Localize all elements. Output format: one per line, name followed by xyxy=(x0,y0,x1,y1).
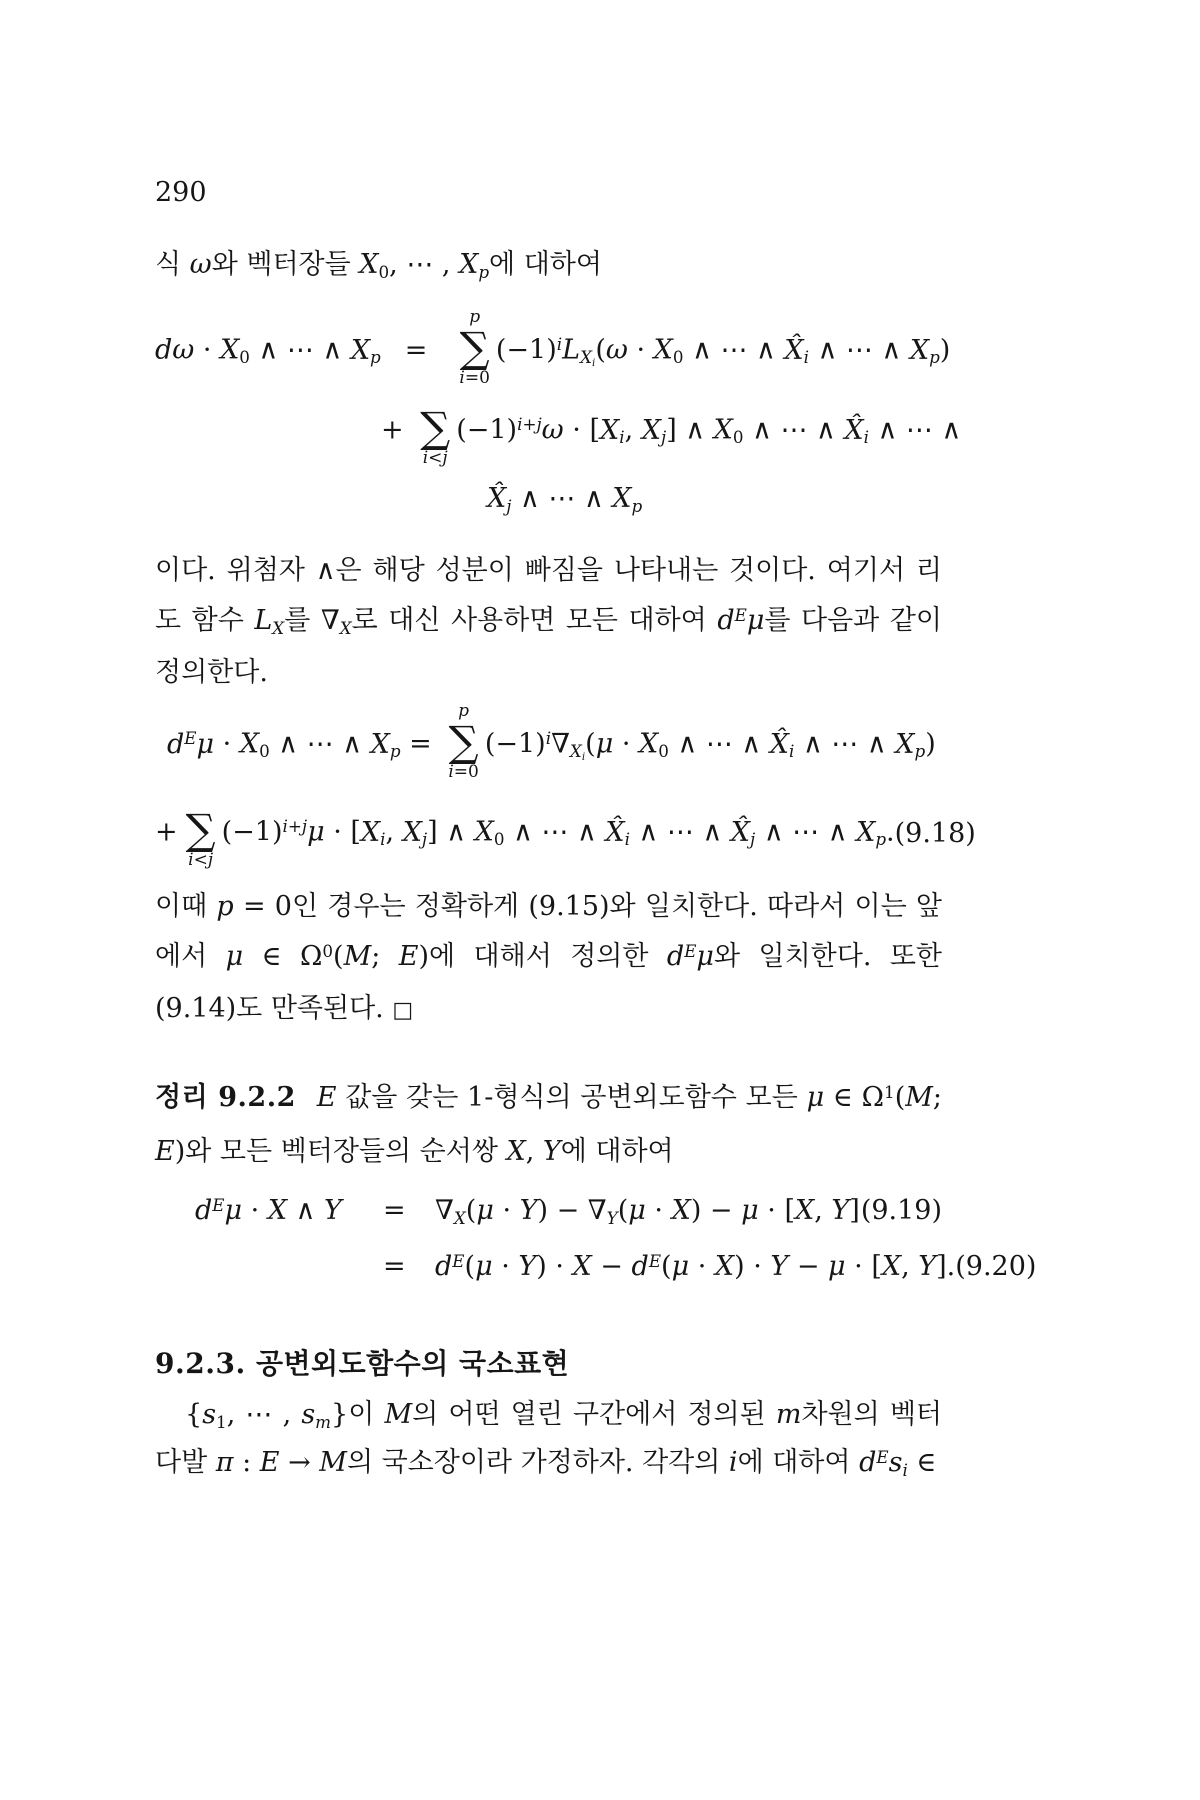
page-number: 290 xyxy=(155,177,207,208)
equation-line-3: $X̂_j$ ∧ ⋯ ∧ $X_p$ xyxy=(487,483,643,516)
section-heading-9-2-3: 9.2.3. 공변외도함수의 국소표현 xyxy=(155,1347,570,1380)
paragraph-local-frame: {$s_1$, ⋯ , $s_m$}이 M의 어떤 열린 구간에서 정의된 m차원의 벡터다발 π : E → M의 국소장이라 가정하자. 각각의 i에 대하여 $d^Es_i$ ∈ xyxy=(155,1399,942,1480)
equations-9-19-9-20 xyxy=(155,1184,1037,1296)
equation-exterior-derivative xyxy=(155,307,962,522)
equals-sign: = xyxy=(383,1251,406,1282)
paragraph-p-zero-case: 이때 p = 0인 경우는 정확하게 (9.15)와 일치한다. 따라서 이는 앞에서 μ ∈ $\Omega^0(M$; E)에 대해서 정의한 $d^E\mu$와 일치한다. 또한 (9.14)도 만족된다. □ xyxy=(155,891,942,1024)
equation-line: + ∑ i<j $(-1)^{i+j}\mu \cdot [X_i$, $X_j$] ∧ $X_0$ ∧ ⋯ ∧ $X̂_i$ ∧ ⋯ ∧ $X̂_j$ ∧ ⋯ ∧ $X_p$. xyxy=(155,805,895,870)
equation-row-9-20 xyxy=(155,1240,1037,1296)
intro-paragraph: 식 ω와 벡터장들 $X_0$, ⋯ , $X_p$에 대하여 xyxy=(155,249,602,282)
equation-9-18-part1 xyxy=(155,701,942,784)
equation-rhs: $d^E(\mu \cdot Y) \cdot X - d^E(\mu \cdot X) \cdot Y - \mu \cdot [X$, Y]. xyxy=(435,1250,956,1282)
theorem-9-2-2 xyxy=(155,1072,942,1178)
equation-number-9-18: (9.18) xyxy=(894,817,976,849)
theorem-label: 정리 9.2.2 xyxy=(155,1082,296,1113)
equation-row-9-19 xyxy=(155,1184,942,1240)
equation-number-9-19: (9.19) xyxy=(860,1195,942,1226)
equation-rhs: $\nabla_X(\mu \cdot Y) - \nabla_Y(\mu \cdot X) - \mu \cdot [X$, Y] xyxy=(435,1195,860,1228)
equation-number-9-20: (9.20) xyxy=(955,1251,1037,1282)
equation-lhs: $d^E\mu \cdot X$ ∧ Y xyxy=(195,1194,342,1226)
equation-9-18-part2 xyxy=(155,794,976,872)
equals-sign: = xyxy=(383,1195,406,1226)
paragraph-hat-explanation: 이다. 위첨자 ∧은 해당 성분이 빠짐을 나타내는 것이다. 여기서 리도 함수 $L_X$를 $\nabla_X$로 대신 사용하면 모든 대하여 $d^E\mu$를 다음과 같이 정의한다. xyxy=(155,555,942,688)
equation-line-1: $d\omega \cdot X_0$ ∧ ⋯ ∧ $X_p$ = p ∑ i=0 $(-1)^iL_{X_i}(\omega \cdot X_0$ ∧ ⋯ ∧ $X̂_i$ ∧ ⋯ ∧ $X_p$) xyxy=(155,307,951,388)
theorem-statement: E 값을 갖는 1-형식의 공변외도함수 모든 μ ∈ $\Omega^1(M$; E)와 모든 벡터장들의 순서쌍 X, Y에 대하여 xyxy=(155,1081,942,1167)
equation-line: $d^E\mu \cdot X_0$ ∧ ⋯ ∧ $X_p$ = p ∑ i=0 $(-1)^i\nabla_{X_i}(\mu \cdot X_0$ ∧ ⋯ ∧ $X̂_i$ ∧ ⋯ ∧ $X_p$) xyxy=(167,701,936,782)
equation-line-2: + ∑ i<j $(-1)^{i+j}\omega \cdot [X_i$, $X_j$] ∧ $X_0$ ∧ ⋯ ∧ $X̂_i$ ∧ ⋯ ∧ xyxy=(381,403,962,468)
